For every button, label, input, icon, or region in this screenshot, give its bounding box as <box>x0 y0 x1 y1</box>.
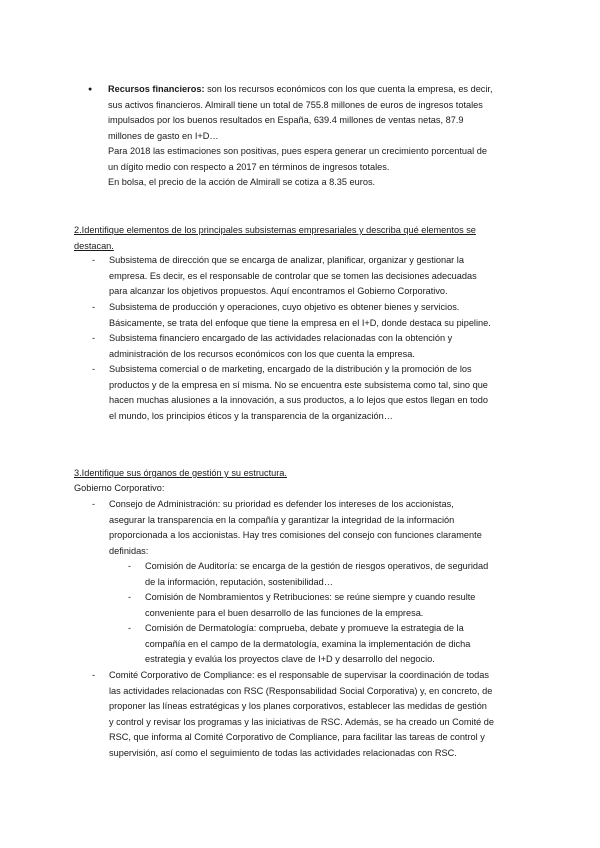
text-line: el mundo, los principios éticos y la transparencia de la organización… <box>109 410 393 421</box>
bullet-dot: ● <box>88 86 93 93</box>
text-line: Comisión de Auditoría: se encarga de la gestión de riesgos operativos, de seguridad <box>145 561 489 571</box>
subsystem-direccion <box>109 253 539 300</box>
dash-marker: - <box>92 670 96 680</box>
dash-marker: - <box>128 623 132 633</box>
text-line: empresa. Es decir, es el responsable de controlar que se tomen las decisiones adecuadas <box>109 270 477 281</box>
comision-nombramientos <box>145 590 540 621</box>
text-line: Para 2018 las estimaciones son positivas, pues espera generar un crecimiento porcentual de <box>108 146 487 156</box>
text-line: estrategia y evalúa los proyectos clave de I+D y desarrollo del negocio. <box>145 654 435 664</box>
text-line: proporcionada a los accionistas. Hay tres comisiones del consejo con funciones claramente <box>109 530 482 540</box>
subsystem-comercial <box>109 362 539 424</box>
text-line: Básicamente, se trata del enfoque que tiene la empresa en el I+D, donde destaca su pipeline. <box>109 317 491 328</box>
text-line: supervisión, así como el seguimiento de todas las actividades relacionadas con RSC. <box>109 747 457 758</box>
comision-dermatologia <box>145 621 540 668</box>
text-line: proponer las líneas estratégicas y los planes corporativos, establecer las medidas de gestión <box>109 701 487 711</box>
text-line: compañía en el campo de la dermatología, examina la implementación de dicha <box>145 638 471 649</box>
recursos-first-line <box>108 82 548 98</box>
text-line: y control y revisar los programas y las iniciativas de RSC. Además, se ha creado un Comité de <box>109 716 495 727</box>
dash-marker: - <box>92 302 96 312</box>
text-line: Consejo de Administración: su prioridad es defender los intereses de los accionistas, <box>109 499 454 509</box>
consejo-administracion <box>109 497 539 559</box>
text-line: de la información, reputación, sostenibilidad… <box>145 576 333 587</box>
text-line: administración de los recursos económicos con los que cuenta la empresa. <box>109 348 415 359</box>
text-line: asegurar la transparencia en la compañía y garantizar la integridad de la información <box>109 514 455 525</box>
dash-marker: - <box>128 592 132 602</box>
text-line: Comisión de Nombramientos y Retribuciones: se reúne siempre y cuando resulte <box>145 592 476 602</box>
recursos-financieros-block <box>108 82 548 191</box>
section2-heading <box>74 223 534 254</box>
recursos-line1: son los recursos económicos con los que cuenta la empresa, es decir, <box>204 84 493 94</box>
subsystem-financiero <box>109 331 539 362</box>
text-line: millones de gasto en I+D… <box>108 130 219 141</box>
dash-marker: - <box>92 499 96 509</box>
text-line: para alcanzar los objetivos propuestos. Aquí encontramos el Gobierno Corporativo. <box>109 286 448 296</box>
text-line: Subsistema de dirección que se encarga de analizar, planificar, organizar y gestionar la <box>109 255 464 265</box>
gobierno-corporativo-label: Gobierno Corporativo: <box>74 483 165 493</box>
text-line: Comisión de Dermatología: comprueba, debate y promueve la estrategia de la <box>145 623 464 633</box>
text-line: Comité Corporativo de Compliance: es el responsable de supervisar la coordinación de todas <box>109 670 489 680</box>
text-line: sus activos financieros. Almirall tiene un total de 755.8 millones de euros de ingresos totales <box>108 99 483 110</box>
section3-heading: 3.Identifique sus órganos de gestión y su estructura. <box>74 468 287 478</box>
text-line: un dígito medio con respecto a 2017 en términos de ingresos totales. <box>108 161 390 172</box>
text-line: definidas: <box>109 545 149 556</box>
heading-line: 2.Identifique elementos de los principales subsistemas empresariales y describa qué elementos se <box>74 225 476 235</box>
text-line: En bolsa, el precio de la acción de Almirall se cotiza a 8.35 euros. <box>108 177 376 187</box>
comision-auditoria <box>145 559 540 590</box>
dash-marker: - <box>92 364 96 374</box>
text-line: Subsistema financiero encargado de las actividades relacionadas con la obtención y <box>109 333 453 343</box>
heading-line: destacan. <box>74 240 114 251</box>
dash-marker: - <box>92 255 96 265</box>
recursos-term: Recursos financieros: <box>108 84 205 94</box>
text-line: Subsistema comercial o de marketing, encargado de la distribución y la promoción de los <box>109 364 472 374</box>
text-line: hacen muchas alusiones a la innovación, a sus productos, a lo lejos que estos llegan en todo <box>109 395 488 405</box>
subsystem-produccion <box>109 300 539 331</box>
text-line: RSC, que informa al Comité Corporativo de Compliance, para facilitar las tareas de control y <box>109 732 485 742</box>
comite-compliance <box>109 668 541 761</box>
text-line: productos y de la empresa en sí misma. No se encuentra este subsistema como tal, sino que <box>109 379 488 390</box>
dash-marker: - <box>92 333 96 343</box>
text-line: impulsados por los buenos resultados en España, 639.4 millones de ventas netas, 87.9 <box>108 115 464 125</box>
text-line: Subsistema de producción y operaciones, cuyo objetivo es obtener bienes y servicios. <box>109 302 460 312</box>
text-line: las actividades relacionadas con RSC (Responsabilidad Social Corporativa) y, en concreto, de <box>109 685 493 696</box>
text-line: conveniente para el buen desarrollo de las funciones de la empresa. <box>145 607 424 618</box>
dash-marker: - <box>128 561 132 571</box>
